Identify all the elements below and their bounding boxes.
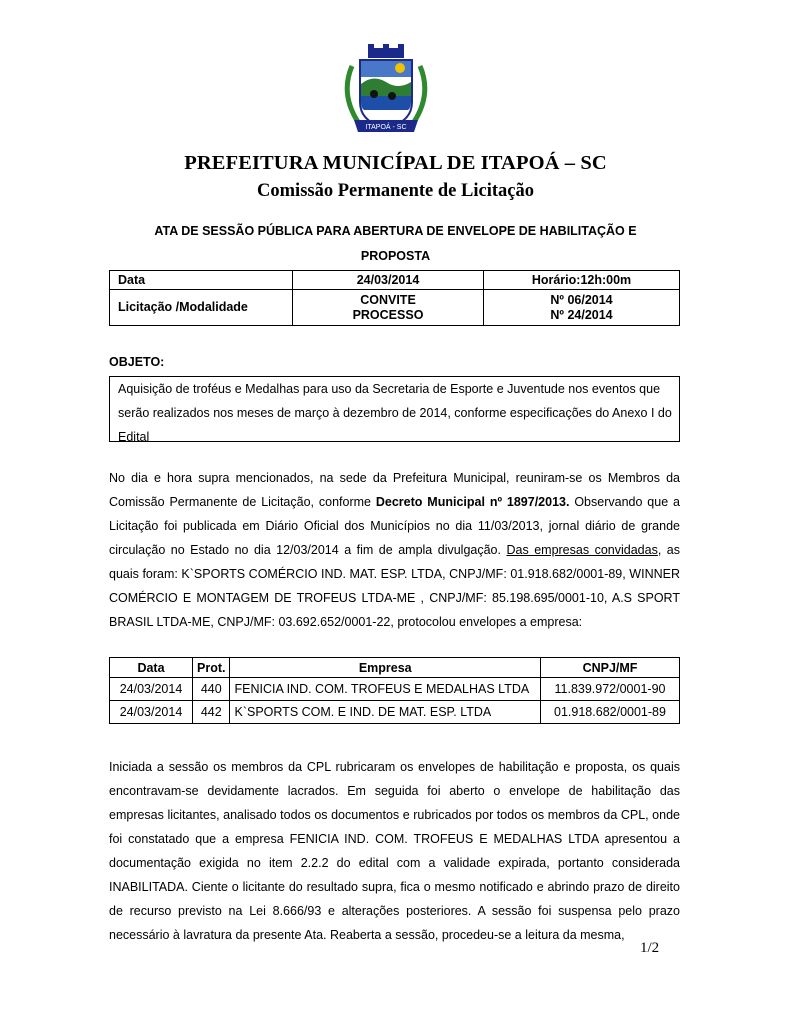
page-title: PREFEITURA MUNICÍPAL DE ITAPOÁ – SC [184,152,607,174]
paragraph-opening-part1: No dia e hora supra mencionados, na sede da Prefeitura Municipal, reuniram-se os Membros da Comissão Permanente de Licitação, conforme [109,471,680,509]
municipal-crest-logo [338,44,434,136]
page-subtitle: Comissão Permanente de Licitação [257,181,534,201]
table-row [110,701,680,724]
paragraph-opening-part2: Observando que a Licitação foi publicada em Diário Oficial dos Municípios no dia 11/03/2013, jornal diário de grande circulação no Estado no dia 12/03/2014 a fim de ampla divulgação. [109,495,680,557]
objeto-label: OBJETO: [109,355,165,369]
modalidade-convite: CONVITE [360,292,416,307]
cell-prot: 442 [193,701,230,724]
col-header-data: Data [110,658,193,678]
modalidade-processo: PROCESSO [352,307,424,322]
empresas-header-row [110,658,680,678]
empresas-table [109,657,680,724]
page-number: 1/2 [640,940,660,956]
col-header-prot: Prot. [193,658,230,678]
table-row [110,678,680,701]
info-row-data [110,271,680,290]
empresas-convidadas-underlined: Das empresas convidadas [506,543,658,557]
col-header-empresa: Empresa [230,658,541,678]
info-table [109,270,680,326]
col-header-cnpj: CNPJ/MF [541,658,680,678]
info-label-data: Data [110,271,293,290]
decreto-reference: Decreto Municipal nº 1897/2013. [375,495,570,509]
info-horario: Horário:12h:00m [484,271,680,290]
paragraph-opening-part3: , as quais foram: K`SPORTS COMÉRCIO IND. MAT. ESP. LTDA, CNPJ/MF: 01.918.682/0001-89, WINNER COMÉRCIO E MONTAGEM DE TROFEUS LTDA-ME , CNPJ/MF: 85.198.695/0001-10, A.S SPORT BRASIL LTDA-ME, CNPJ/MF: 03.692.652/0001-22, protocolou envelopes a empresa: [109,543,680,629]
info-row-modalidade [110,290,680,326]
cell-cnpj: 11.839.972/0001-90 [541,678,680,701]
cell-data: 24/03/2014 [110,678,193,701]
numero-convite: Nº 06/2014 [550,292,613,307]
crest-ribbon-text: ITAPOÁ - SC [365,124,407,131]
info-numeros [484,290,680,326]
cell-cnpj: 01.918.682/0001-89 [541,701,680,724]
numero-processo: Nº 24/2014 [550,307,613,322]
ata-heading-line1: ATA DE SESSÃO PÚBLICA PARA ABERTURA DE ENVELOPE DE HABILITAÇÃO E [154,224,637,238]
info-modalidade [293,290,484,326]
ata-heading-line2: PROPOSTA [360,249,431,263]
cell-empresa: K`SPORTS COM. E IND. DE MAT. ESP. LTDA [230,701,541,724]
paragraph-session: Iniciada a sessão os membros da CPL rubricaram os envelopes de habilitação e proposta, os quais encontravam-se devidamente lacrados. Em seguida foi aberto o envelope de habilitação das empresas licitantes, analisado todos os documentos e rubricados por todos os membros da CPL, onde foi constatado que a empresa FENICIA IND. COM. TROFEUS E MEDALHAS LTDA apresentou a documentação exigida no item 2.2.2 do edital com a validade expirada, portanto considerada INABILITADA. Ciente o licitante do resultado supra, fica o mesmo notificado e abrindo prazo de direito de recurso previsto na Lei 8.666/93 e alterações posteriores. A sessão foi suspensa pelo prazo necessário à lavratura da presente Ata. Reaberta a sessão, procedeu-se a leitura da mesma, [109,760,680,942]
info-date: 24/03/2014 [293,271,484,290]
cell-empresa: FENICIA IND. COM. TROFEUS E MEDALHAS LTDA [230,678,541,701]
info-label-modalidade: Licitação /Modalidade [110,290,293,326]
cell-prot: 440 [193,678,230,701]
objeto-text: Aquisição de troféus e Medalhas para uso da Secretaria de Esporte e Juventude nos eventos que serão realizados nos meses de março à dezembro de 2014, conforme especificações do Anexo I do Edital [109,376,680,442]
cell-data: 24/03/2014 [110,701,193,724]
paragraph-opening [109,466,680,634]
